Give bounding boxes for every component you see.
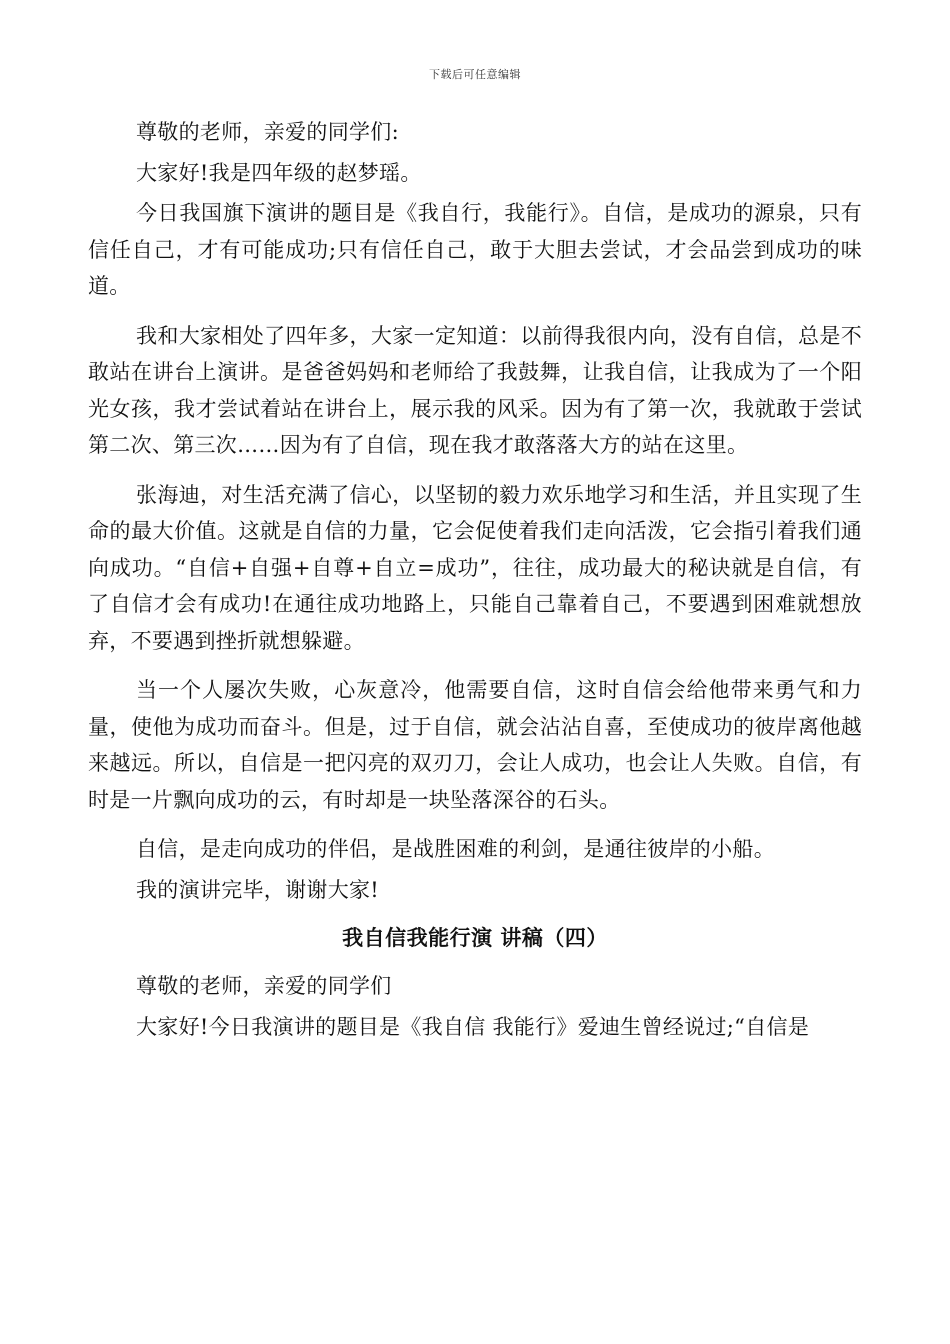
paragraph-example: 张海迪，对生活充满了信心，以坚韧的毅力欢乐地学习和生活，并且实现了生命的最大价值。这就是自信的力量，它会促使着我们走向活泼，它会指引着我们通向成功。“自信+自强+自尊+自立=成功”，往往，成功最大的秘诀就是自信，有了自信才会有成功!在通往成功地路上，只能自己靠着自己，不要遇到困难就想放弃，不要遇到挫折就想躲避。 bbox=[88, 482, 862, 653]
document-body bbox=[88, 114, 862, 1058]
paragraph-experience: 我和大家相处了四年多，大家一定知道：以前得我很内向，没有自信，总是不敢站在讲台上演讲。是爸爸妈妈和老师给了我鼓舞，让我自信，让我成为了一个阳光女孩，我才尝试着站在讲台上，展示我的风采。因为有了第一次，我就敢于尝试第二次、第三次……因为有了自信，现在我才敢落落大方的站在这里。 bbox=[88, 323, 862, 457]
paragraph-caution: 当一个人屡次失败，心灰意冷，他需要自信，这时自信会给他带来勇气和力量，使他为成功而奋斗。但是，过于自信，就会沾沾自喜，至使成功的彼岸离他越来越远。所以，自信是一把闪亮的双刃刀，会让人成功，也会让人失败。自信，有时是一片飘向成功的云，有时却是一块坠落深谷的石头。 bbox=[88, 678, 862, 812]
salutation-2: 尊敬的老师，亲爱的同学们 bbox=[136, 974, 392, 998]
greeting-2: 大家好!今日我演讲的题目是《我自信 我能行》爱迪生曾经说过;“自信是 bbox=[136, 1014, 810, 1039]
paragraph-topic: 今日我国旗下演讲的题目是《我自行，我能行》。自信，是成功的源泉，只有信任自己，才有可能成功;只有信任自己，敢于大胆去尝试，才会品尝到成功的味道。 bbox=[88, 201, 862, 298]
paragraph-summary: 自信，是走向成功的伴侣，是战胜困难的利剑，是通往彼岸的小船。 bbox=[136, 837, 775, 861]
closing-line: 我的演讲完毕，谢谢大家! bbox=[136, 877, 380, 902]
section-title: 我自信我能行演 讲稿（四） bbox=[342, 925, 608, 950]
salutation: 尊敬的老师，亲爱的同学们: bbox=[136, 120, 399, 144]
page-header-note: 下载后可任意编辑 bbox=[429, 68, 521, 81]
greeting: 大家好!我是四年级的赵梦瑶。 bbox=[136, 160, 422, 185]
